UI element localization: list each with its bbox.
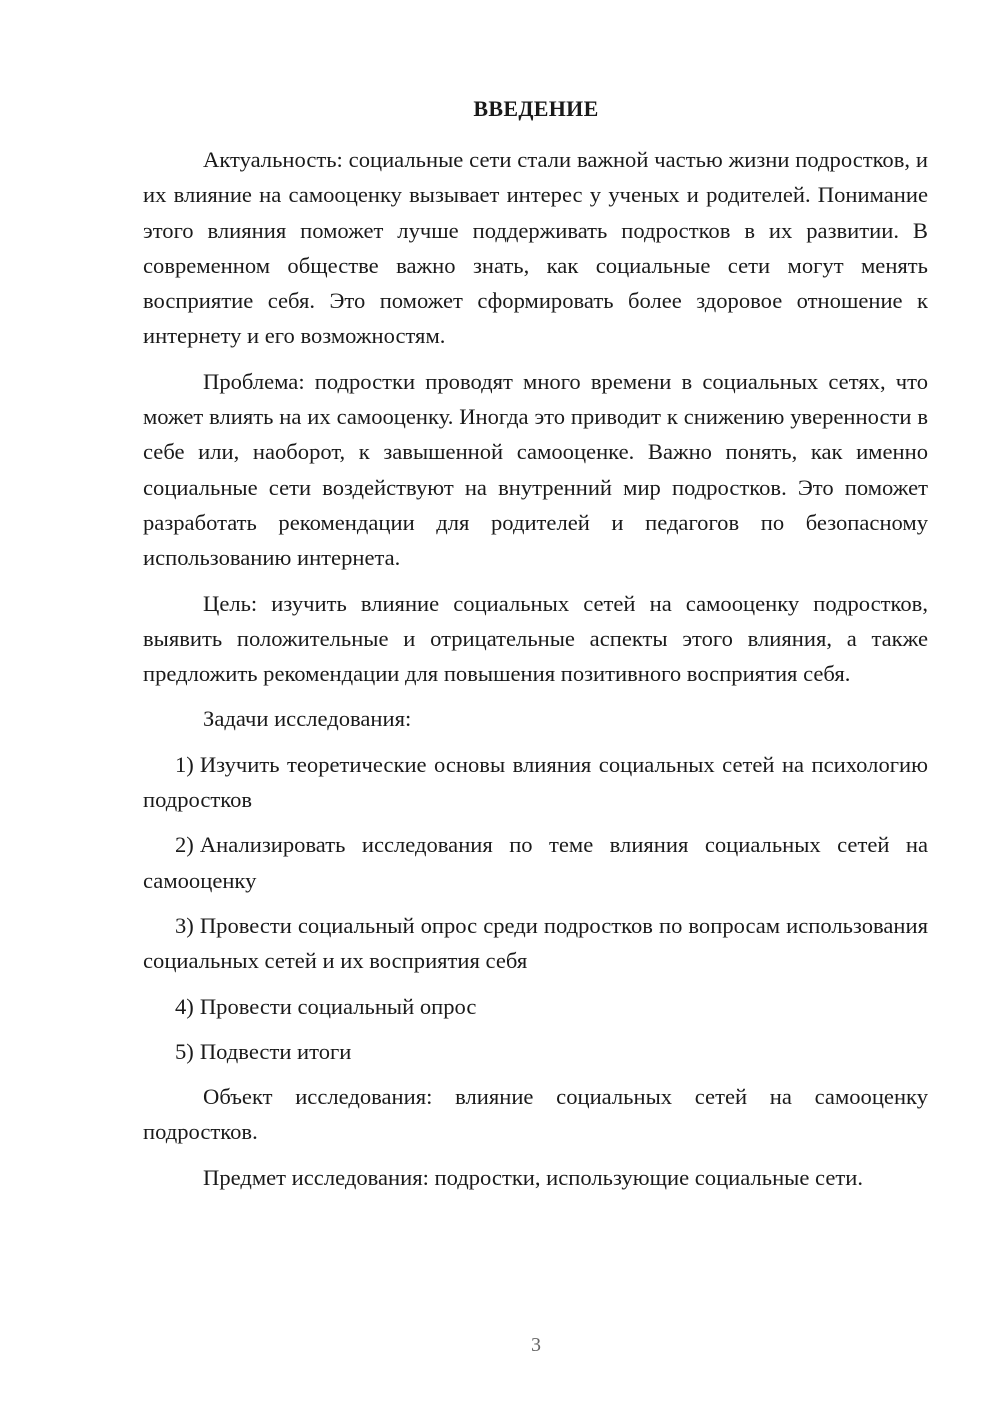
paragraph-goal: Цель: изучить влияние социальных сетей на самооценку подростков, выявить положительные и отрицательные аспекты этого влияния, а также предложить рекомендации для повышения позитивного восприятия себя. <box>143 590 928 687</box>
paragraph-relevance: Актуальность: социальные сети стали важной частью жизни подростков, и их влияние на самооценку вызывает интерес у ученых и родителей. Понимание этого влияния поможет лучше поддерживать подростков в их развитии. В современном обществе важно знать, как социальные сети могут менять восприятие себя. Это поможет сформировать более здоровое отношение к интернету и его возможностям. <box>143 147 928 349</box>
list-item-number: 4) <box>175 993 194 1019</box>
list-item-text: Подвести итоги <box>199 1038 352 1064</box>
list-item-number: 3) <box>175 912 194 938</box>
document-body <box>143 142 928 1205</box>
list-item-text: Провести социальный опрос среди подростков по вопросам использования социальных сетей и их восприятия себя <box>143 912 928 974</box>
list-item <box>143 1034 928 1069</box>
list-item-text: Провести социальный опрос <box>199 993 477 1019</box>
paragraph-object: Объект исследования: влияние социальных сетей на самооценку подростков. <box>143 1084 928 1145</box>
list-item <box>143 747 928 818</box>
tasks-list <box>143 747 928 1069</box>
page-number: 3 <box>531 1334 541 1356</box>
page-title: ВВЕДЕНИЕ <box>473 96 599 121</box>
list-item <box>143 827 928 898</box>
tasks-heading: Задачи исследования: <box>203 706 412 732</box>
list-item <box>143 989 928 1024</box>
list-item-number: 1) <box>175 751 194 777</box>
list-item-text: Анализировать исследования по теме влияния социальных сетей на самооценку <box>143 832 928 893</box>
list-item-number: 2) <box>175 832 194 858</box>
list-item-number: 5) <box>175 1038 194 1064</box>
list-item <box>143 908 928 979</box>
paragraph-problem: Проблема: подростки проводят много времени в социальных сетях, что может влиять на их самооценку. Иногда это приводит к снижению уверенности в себе или, наоборот, к завышенной самооценке. Важно понять, как именно социальные сети воздействуют на внутренний мир подростков. Это поможет разработать рекомендации для родителей и педагогов по безопасному использованию интернета. <box>143 368 928 571</box>
paragraph-subject: Предмет исследования: подростки, использующие социальные сети. <box>203 1164 863 1190</box>
list-item-text: Изучить теоретические основы влияния социальных сетей на психологию подростков <box>143 751 928 813</box>
